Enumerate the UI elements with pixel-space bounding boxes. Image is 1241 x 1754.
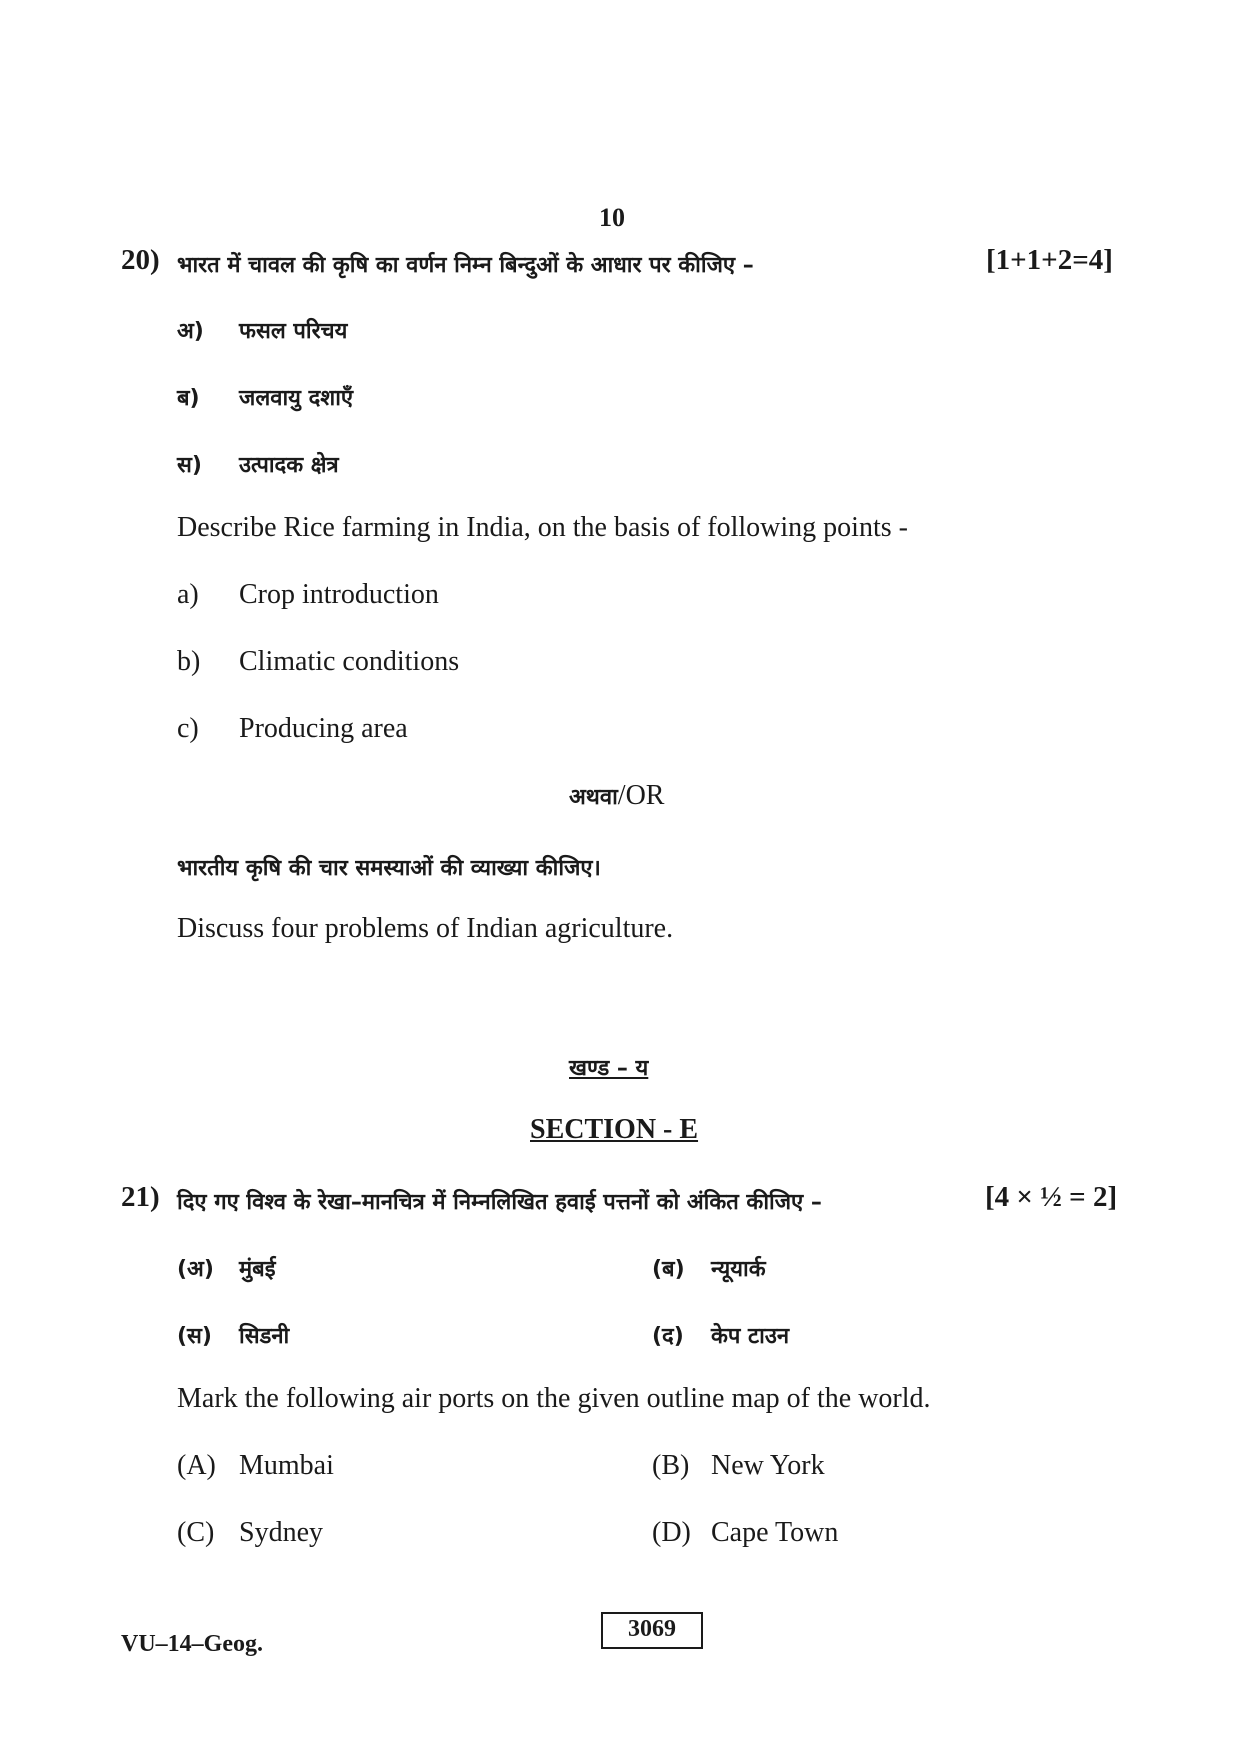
or-label-hindi: अथवा <box>569 785 618 810</box>
option-text-english: New York <box>711 1450 825 1481</box>
or-label-english: /OR <box>617 780 665 811</box>
page-code-box: 3069 <box>601 1612 703 1649</box>
point-text-english: Crop introduction <box>239 579 439 610</box>
option-label-hindi: (ब) <box>652 1257 685 1282</box>
option-text-hindi: मुंबई <box>239 1257 276 1282</box>
point-text-hindi: फसल परिचय <box>239 319 348 344</box>
question-21-marks: [4 × ½ = 2] <box>985 1181 1118 1213</box>
option-text-english: Sydney <box>239 1517 323 1548</box>
or-divider <box>569 780 664 812</box>
option-text-hindi: न्यूयार्क <box>711 1257 766 1282</box>
option-label-hindi: (द) <box>652 1324 684 1349</box>
point-label-english: b) <box>177 646 201 677</box>
question-20-text-hindi: भारत में चावल की कृषि का वर्णन निम्न बिन्दुओं के आधार पर कीजिए – <box>177 253 754 278</box>
question-21-text-hindi: दिए गए विश्व के रेखा–मानचित्र में निम्नलिखित हवाई पत्तनों को अंकित कीजिए – <box>177 1190 822 1215</box>
option-label-english: (D) <box>652 1517 691 1548</box>
page-number: 10 <box>599 203 625 232</box>
question-21-text-english: Mark the following air ports on the given outline map of the world. <box>177 1383 931 1414</box>
point-label-english: c) <box>177 713 199 744</box>
option-text-english: Mumbai <box>239 1450 334 1481</box>
point-text-hindi: उत्पादक क्षेत्र <box>239 453 339 478</box>
option-text-hindi: सिडनी <box>239 1324 290 1349</box>
point-label-hindi: अ) <box>177 319 204 344</box>
question-20-number: 20) <box>121 244 160 276</box>
point-text-english: Climatic conditions <box>239 646 460 677</box>
alt-question-english: Discuss four problems of Indian agriculture. <box>177 913 674 944</box>
paper-code: VU–14–Geog. <box>121 1631 263 1657</box>
section-title-english: SECTION - E <box>530 1114 699 1145</box>
question-20-marks: [1+1+2=4] <box>986 244 1113 276</box>
option-text-hindi: केप टाउन <box>711 1324 790 1349</box>
option-label-hindi: (अ) <box>177 1257 214 1282</box>
point-text-hindi: जलवायु दशाएँ <box>239 386 354 411</box>
section-title-hindi: खण्ड – य <box>569 1056 649 1081</box>
option-text-english: Cape Town <box>711 1517 839 1548</box>
option-label-hindi: (स) <box>177 1324 212 1349</box>
point-text-english: Producing area <box>239 713 408 744</box>
point-label-hindi: स) <box>177 453 202 478</box>
point-label-english: a) <box>177 579 199 610</box>
question-21-number: 21) <box>121 1181 160 1213</box>
option-label-english: (A) <box>177 1450 216 1481</box>
option-label-english: (C) <box>177 1517 215 1548</box>
point-label-hindi: ब) <box>177 386 200 411</box>
alt-question-hindi: भारतीय कृषि की चार समस्याओं की व्याख्या कीजिए। <box>177 856 601 881</box>
option-label-english: (B) <box>652 1450 690 1481</box>
question-20-text-english: Describe Rice farming in India, on the basis of following points - <box>177 512 908 543</box>
